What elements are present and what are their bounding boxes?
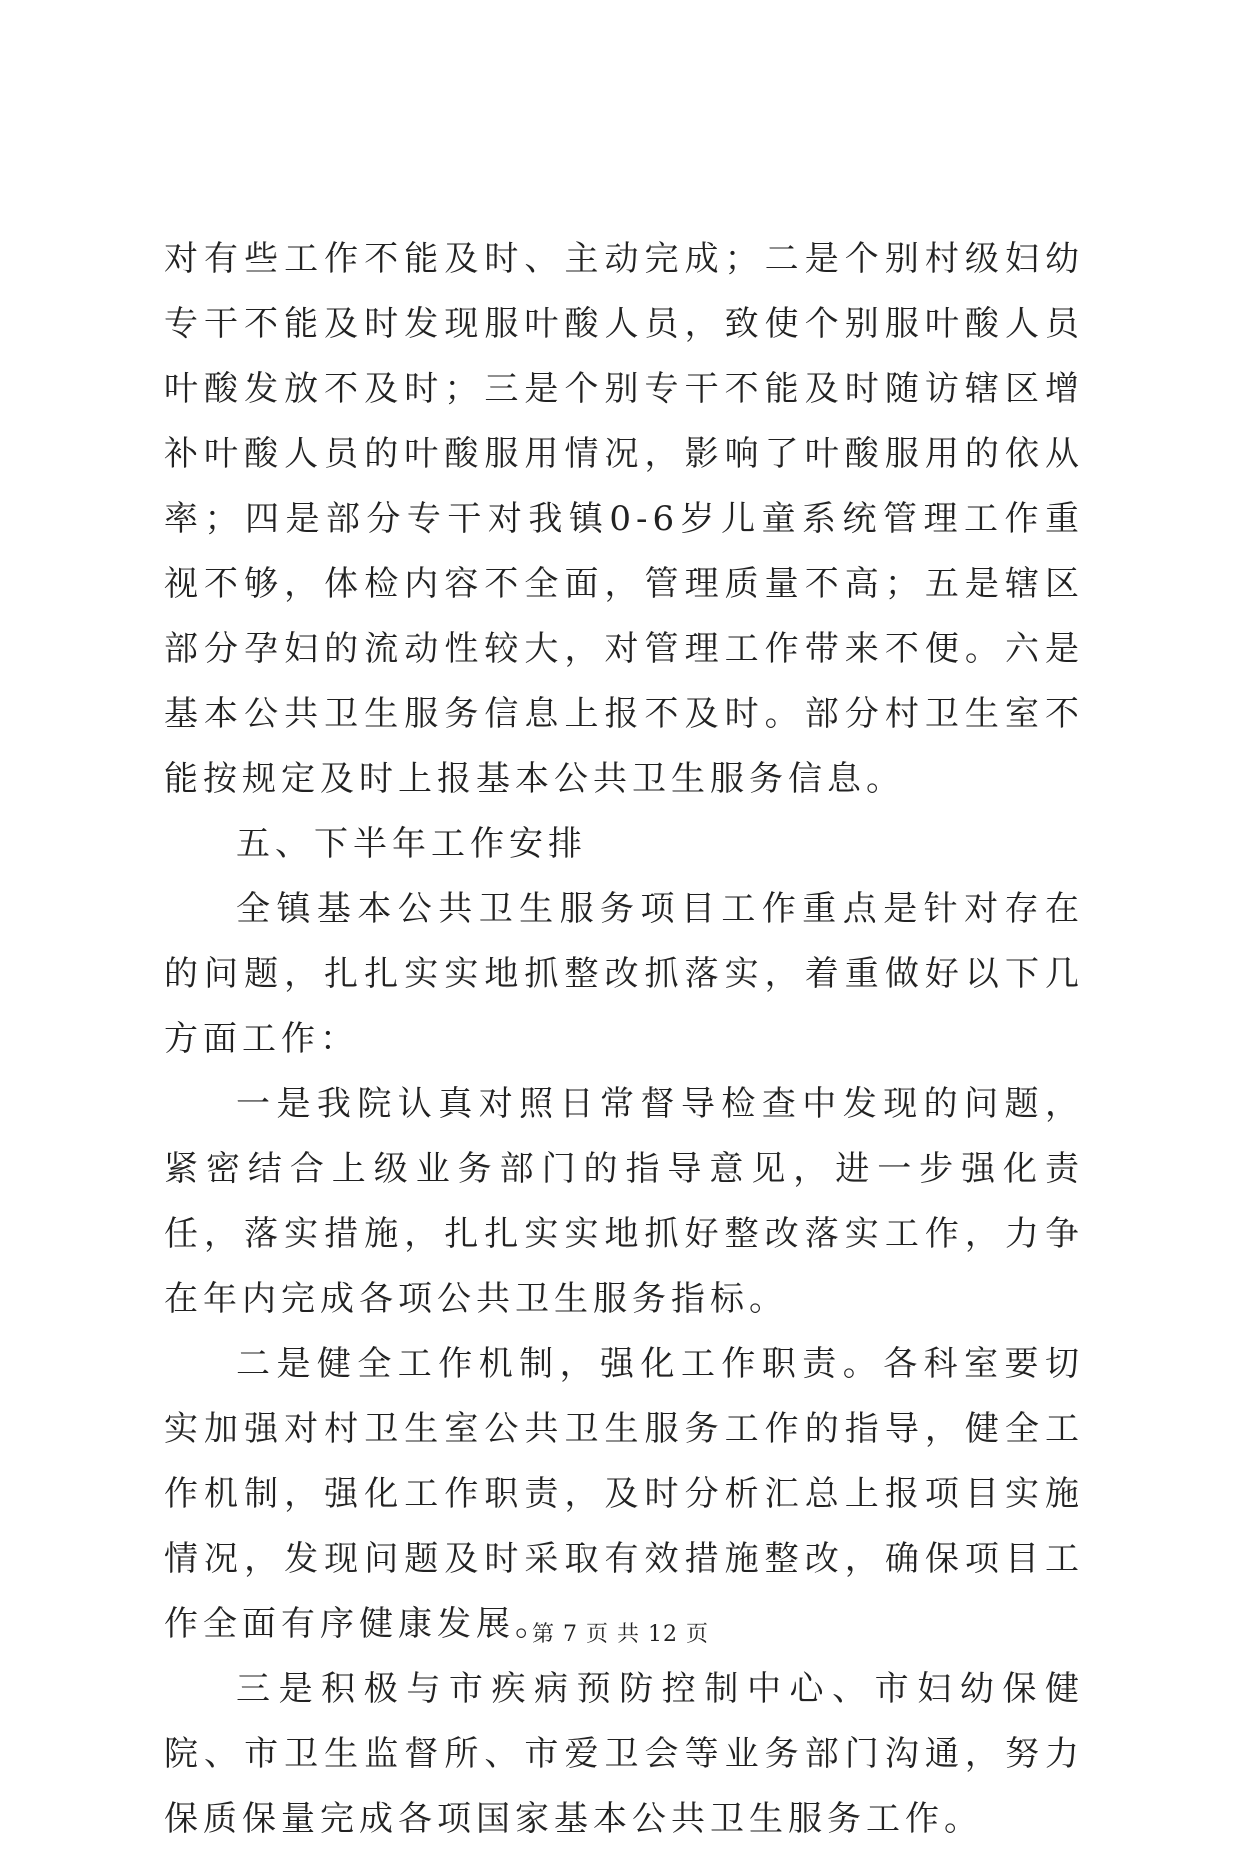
paragraph-problems-continued: 对有些工作不能及时、主动完成；二是个别村级妇幼专干不能及时发现服叶酸人员，致使个别服叶酸人员叶酸发放不及时；三是个别专干不能及时随访辖区增补叶酸人员的叶酸服用情况，影响了叶酸服用的依从率；四是部分专干对我镇0-6岁儿童系统管理工作重视不够，体检内容不全面，管理质量不高；五是辖区部分孕妇的流动性较大，对管理工作带来不便。六是基本公共卫生服务信息上报不及时。部分村卫生室不能按规定及时上报基本公共卫生服务信息。 [164, 239, 1084, 799]
page-footer: 第 7 页 共 12 页 [532, 1622, 709, 1647]
paragraph-intro: 全镇基本公共卫生服务项目工作重点是针对存在的问题，扎扎实实地抓整改抓落实，着重做好以下几方面工作： [164, 889, 1084, 1059]
document-body [164, 227, 1084, 1852]
paragraph-item-two: 二是健全工作机制，强化工作职责。各科室要切实加强对村卫生室公共卫生服务工作的指导，健全工作机制，强化工作职责，及时分析汇总上报项目实施情况，发现问题及时采取有效措施整改，确保项目工作全面有序健康发展。 [164, 1344, 1084, 1644]
section-heading-second-half-plan: 五、下半年工作安排 [236, 824, 587, 864]
paragraph-item-one: 一是我院认真对照日常督导检查中发现的问题，紧密结合上级业务部门的指导意见，进一步强化责任，落实措施，扎扎实实地抓好整改落实工作，力争在年内完成各项公共卫生服务指标。 [164, 1084, 1084, 1319]
paragraph-item-three: 三是积极与市疾病预防控制中心、市妇幼保健院、市卫生监督所、市爱卫会等业务部门沟通，努力保质保量完成各项国家基本公共卫生服务工作。 [164, 1669, 1084, 1839]
